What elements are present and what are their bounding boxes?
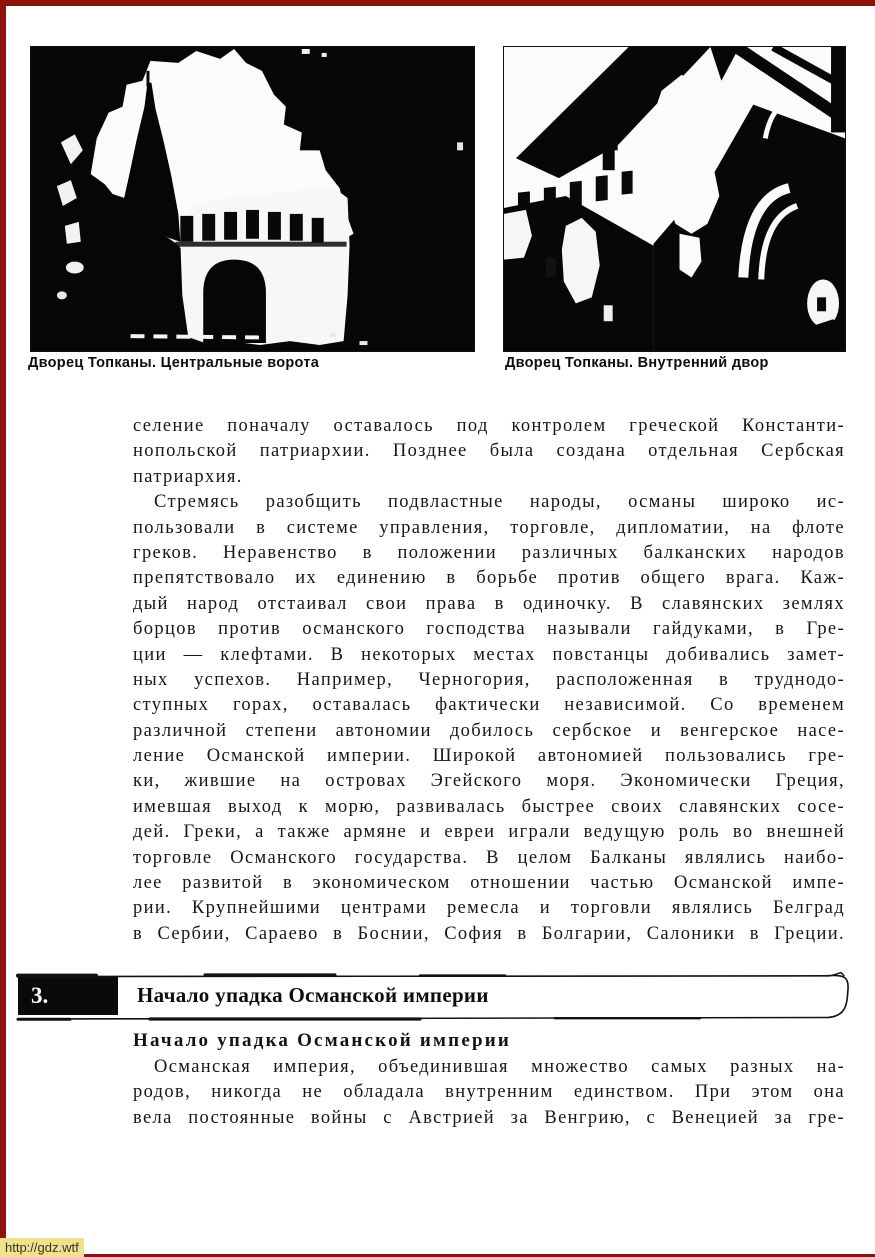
- photo-caption-right: Дворец Топканы. Внутренний двор: [505, 355, 769, 371]
- text-line: пользовали в системе управления, торговле, дипломатии, на флоте: [133, 517, 845, 538]
- photo-topkapi-inner-courtyard-art: [504, 47, 845, 351]
- text-line: Османская империя, объединившая множество самых разных на-: [154, 1057, 845, 1077]
- text-line: торговле Османского государства. В целом Балканы являлись наибо-: [133, 847, 845, 868]
- text-line: ление Османской империи. Широкой автономией пользовались гре-: [133, 746, 845, 767]
- text-line: рии. Крупнейшими центрами ремесла и торговли являлись Белград: [133, 898, 845, 919]
- body-text-upper: [133, 414, 845, 947]
- text-line: различной степени автономии добилось сербское и венгерское насе-: [133, 720, 845, 741]
- text-line: Стремясь разобщить подвластные народы, османы широко ис-: [154, 492, 845, 513]
- watermark-gdz: http://gdz.wtf: [0, 1238, 84, 1257]
- text-line: селение поначалу оставалось под контролем греческой Константи-: [133, 416, 845, 436]
- photo-topkapi-central-gate: [30, 46, 475, 352]
- paragraph-decline: [133, 1055, 845, 1131]
- photo-caption-left: Дворец Топканы. Центральные ворота: [28, 355, 320, 371]
- text-line: лее развитой в экономическом отношении частью Османской импе-: [133, 873, 845, 894]
- text-line: патриархия.: [133, 466, 243, 487]
- photo-topkapi-inner-courtyard: [503, 46, 846, 352]
- text-line: препятствовало их единению в борьбе против общего врага. Каж-: [133, 568, 845, 589]
- text-line: дый народ отстаивал свои права в одиночку. В славянских землях: [133, 593, 845, 614]
- paragraph-divide-peoples: [133, 490, 845, 947]
- text-line: ных успехов. Например, Черногория, расположенная в труднодо-: [133, 669, 845, 690]
- text-line: в Сербии, Сараево в Боснии, София в Болгарии, Салоники в Греции.: [133, 923, 845, 944]
- text-line: имевшая выход к морю, развивалась быстрее своих славянских сосе-: [133, 796, 845, 817]
- text-line: греков. Неравенство в положении различных балканских народов: [133, 542, 845, 563]
- photo-topkapi-central-gate-art: [31, 47, 474, 351]
- scan-edge-top: [0, 0, 875, 6]
- text-line: борцов против османского господства называли гайдуками, в Гре-: [133, 619, 845, 640]
- text-line: родов, никогда не обладала внутренним единством. При этом она: [133, 1082, 845, 1103]
- text-line: нопольской патриархии. Позднее была создана отдельная Сербская: [133, 441, 845, 462]
- section-number: 3.: [31, 983, 49, 1008]
- text-line: ции — клефтами. В некоторых местах повстанцы добивались замет-: [133, 644, 845, 665]
- subheading: Начало упадка Османской империи: [133, 1030, 512, 1051]
- scan-edge-left: [0, 0, 6, 1257]
- section-title: Начало упадка Османской империи: [137, 983, 489, 1007]
- paragraph-continuation: [133, 414, 845, 490]
- text-line: ки, жившие на островах Эгейского моря. Экономически Греция,: [133, 771, 845, 792]
- text-line: ступных горах, оставалась фактически независимой. Со временем: [133, 695, 845, 716]
- text-line: дей. Греки, а также армяне и евреи играли ведущую роль во внешней: [133, 822, 845, 843]
- section-number-box: [18, 977, 118, 1015]
- body-text-lower: [133, 1055, 845, 1131]
- text-line: вела постоянные войны с Австрией за Венгрию, с Венецией за гре-: [133, 1107, 845, 1128]
